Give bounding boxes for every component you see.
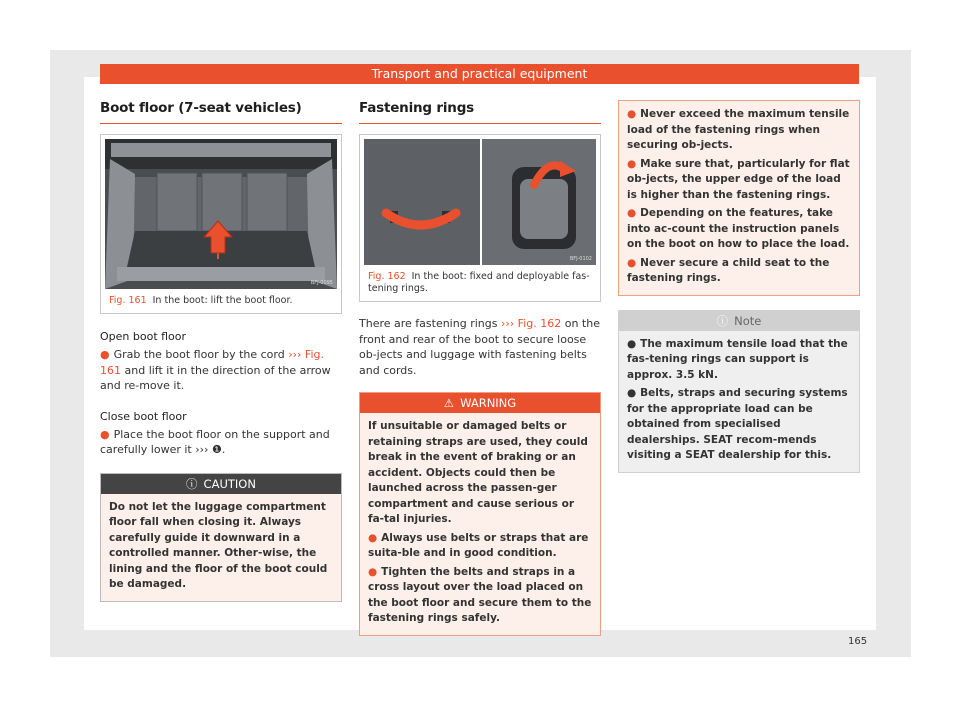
fastening-rings-illustration	[364, 139, 596, 265]
caution-header	[101, 474, 341, 494]
warning-box	[359, 392, 601, 636]
bullet-icon: ●	[627, 207, 637, 219]
bullet-icon: ●	[100, 427, 110, 441]
note-item-text: Belts, straps and securing systems for the appropriate load can be obtained from specialised dealerships. SEAT recom-mends visiting a SEAT dealership for this.	[627, 387, 848, 461]
note-header	[619, 311, 859, 331]
column-fastening-rings	[359, 100, 601, 636]
warning-item-text: Never exceed the maximum tensile load of the fastening rings when securing ob-jects.	[627, 108, 850, 151]
caution-ref-icon: ❶	[211, 443, 222, 456]
warning-item-text: Never secure a child seat to the fastening rings.	[627, 256, 830, 284]
open-text-1: Grab the boot floor by the cord	[113, 348, 285, 361]
note-item-text: The maximum tensile load that the fas-tening rings can support is approx. 3.5 kN.	[627, 337, 848, 381]
warning-item	[627, 256, 851, 287]
caution-text: Do not let the luggage compartment floor fall when closing it. Always carefully guide it downward in a controlled manner. Other-wise, the lining and the floor of the boot could be damaged.	[109, 500, 328, 590]
note-item	[627, 337, 851, 384]
note-box	[618, 310, 860, 473]
fastening-rings-image	[364, 139, 596, 265]
warning-item-text: Tighten the belts and straps in a cross layout over the load placed on the boot floor and secure them to the fastening rings safely.	[368, 565, 592, 624]
column-warning-continued	[618, 100, 860, 473]
caution-icon: ⓘ	[186, 476, 198, 491]
open-boot-floor-text	[100, 347, 342, 394]
rings-text-1: There are fastening rings	[359, 317, 498, 330]
warning-item-text: Depending on the features, take into ac-count the instruction panels on the boot on how to place the load.	[627, 207, 850, 250]
note-label: Note	[734, 313, 762, 328]
figure-caption-text: In the boot: fixed and deployable fas-tening rings.	[368, 271, 590, 294]
chapter-banner: Transport and practical equipment	[100, 64, 859, 84]
warning-item	[368, 565, 592, 627]
close-text: Place the boot floor on the support and carefully lower it	[100, 427, 330, 456]
figure-caption	[360, 265, 600, 301]
open-boot-floor-heading: Open boot floor	[100, 330, 187, 343]
caution-ref-arrows[interactable]: ›››	[195, 443, 209, 456]
fig-162-link[interactable]: ››› Fig. 162	[500, 317, 562, 330]
fig-161-link[interactable]: ››› Fig. 161	[100, 348, 324, 377]
warning-continued-box	[618, 100, 860, 296]
warning-continued-body	[619, 101, 859, 295]
warning-triangle-icon: ⚠	[443, 396, 455, 410]
close-boot-floor-heading: Close boot floor	[100, 409, 187, 423]
close-boot-floor-text: ● Place the boot floor on the support and carefully lower it ››› ❶.	[100, 427, 330, 456]
bullet-icon: ●	[368, 531, 378, 544]
bullet-icon: ●	[627, 157, 637, 170]
figure-number: Fig. 162	[368, 271, 406, 282]
bullet-icon: ●	[100, 348, 110, 361]
figure-number: Fig. 161	[109, 295, 147, 306]
figure-162	[359, 134, 601, 302]
warning-item-text: Make sure that, particularly for flat ob-jects, the upper edge of the load is higher than the fastening rings.	[627, 157, 850, 201]
warning-item	[368, 531, 592, 562]
warning-item	[627, 157, 851, 204]
warning-body	[360, 413, 600, 635]
bullet-icon: ●	[627, 337, 637, 350]
boot-floor-image	[105, 139, 337, 289]
column-boot-floor	[100, 100, 342, 602]
bullet-icon: ●	[627, 387, 637, 399]
open-text-2: and lift it in the direction of the arrow and re-move it.	[100, 363, 331, 392]
bullet-icon: ●	[627, 256, 637, 269]
figure-161	[100, 134, 342, 314]
warning-item	[627, 107, 851, 154]
bullet-icon: ●	[368, 565, 378, 578]
bullet-icon: ●	[627, 108, 637, 120]
warning-header	[360, 393, 600, 413]
warning-item-text: Always use belts or straps that are suita-ble and in good condition.	[368, 531, 589, 559]
warning-label: WARNING	[460, 396, 517, 410]
note-item	[627, 386, 851, 464]
figure-caption-text: In the boot: lift the boot floor.	[152, 295, 293, 306]
warning-intro: If unsuitable or damaged belts or retaining straps are used, they could break in the event of braking or an accident. Objects could then be launched across the passen-ger compartment and cause serious or fa-tal injuries.	[368, 420, 588, 525]
fastening-rings-text	[359, 316, 601, 378]
figure-code: BFJ-0095	[310, 280, 333, 286]
caution-label: CAUTION	[203, 476, 256, 491]
figure-code: BFJ-0102	[569, 256, 592, 262]
warning-item	[627, 206, 851, 253]
page-number: 165	[848, 636, 868, 647]
note-body	[619, 331, 859, 472]
caution-box	[100, 473, 342, 602]
figure-caption	[101, 289, 341, 313]
section-title-fastening-rings: Fastening rings	[359, 100, 601, 124]
info-icon: ⓘ	[716, 313, 729, 328]
boot-floor-illustration	[105, 139, 337, 289]
section-title-boot-floor: Boot floor (7-seat vehicles)	[100, 100, 342, 124]
rings-text-2: on the front and rear of the boot to secure loose ob-jects and luggage with fastening belts and cords.	[359, 317, 600, 377]
